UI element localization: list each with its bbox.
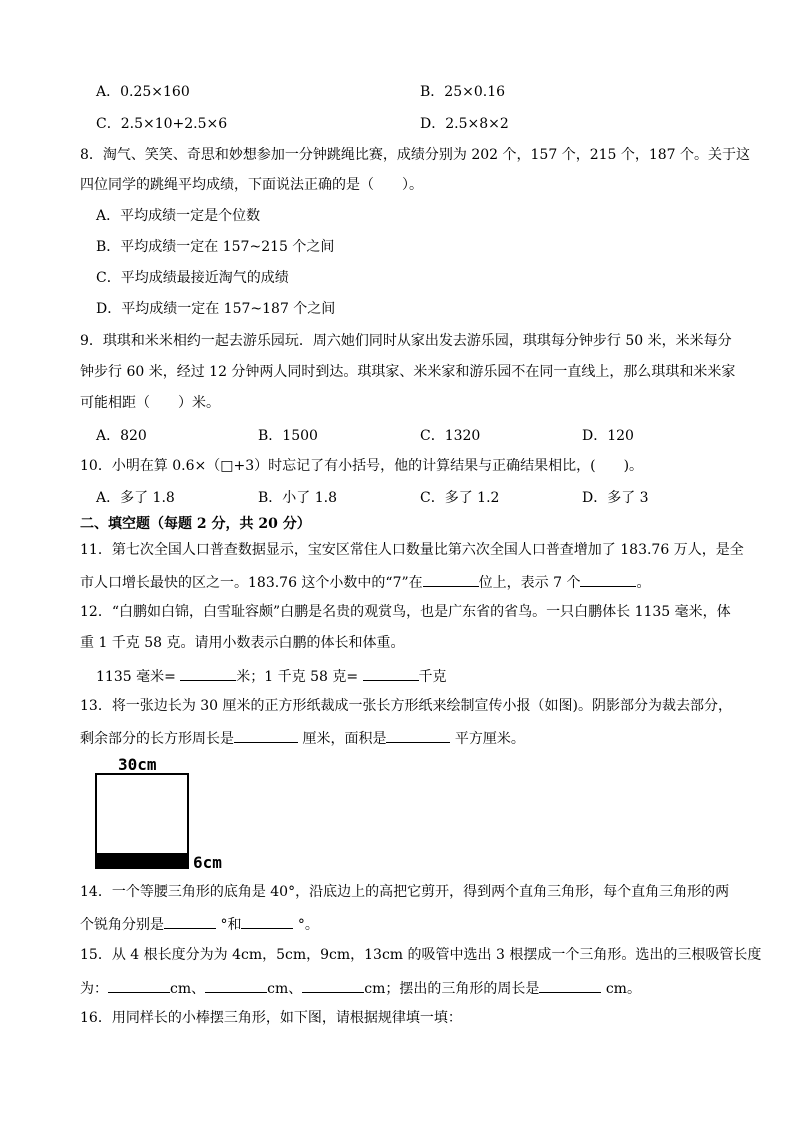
q10-option-c: C．多了 1.2 — [420, 490, 500, 506]
q15-blank-perimeter[interactable] — [539, 977, 601, 993]
figure-label-6cm: 6cm — [193, 853, 222, 872]
q12-stem-line1: 12．“白鹏如白锦，白雪耻容颇”白鹏是名贵的观赏鸟，也是广东省的省鸟。一只白鹏体长 1135 毫米，体 — [80, 604, 731, 620]
q14-stem-line1: 14．一个等腰三角形的底角是 40°，沿底边上的高把它剪开，得到两个直角三角形，每个直角三角形的两 — [80, 884, 730, 900]
q15-blank-length3[interactable] — [302, 977, 364, 993]
q12-blank-weight[interactable] — [363, 665, 419, 681]
q11-blank-place[interactable] — [423, 571, 479, 587]
q13-blank-area[interactable] — [386, 727, 450, 743]
q16-stem: 16．用同样长的小棒摆三角形，如下图，请根据规律填一填： — [80, 1010, 462, 1026]
q9-option-c: C．1320 — [420, 428, 481, 444]
q14-stem-line2: 个锐角分别是 °和 °。 — [80, 913, 319, 935]
q7-option-b: B．25×0.16 — [420, 84, 506, 100]
figure-label-30cm: 30cm — [118, 755, 157, 774]
q8-option-a: A．平均成绩一定是个位数 — [96, 208, 261, 224]
q7-option-d: D．2.5×8×2 — [420, 116, 509, 132]
q11-stem-line1: 11．第七次全国人口普查数据显示，宝安区常住人口数量比第六次全国人口普查增加了 183.76 万人，是全 — [80, 542, 744, 558]
q9-stem-line1: 9．琪琪和米米相约一起去游乐园玩．周六她们同时从家出发去游乐园，琪琪每分钟步行 50 米，米米每分 — [80, 333, 732, 349]
q15-stem-line1: 15．从 4 根长度分为为 4cm，5cm，9cm，13cm 的吸管中选出 3 根摆成一个三角形。选出的三根吸管长度 — [80, 947, 762, 963]
q15-blank-length2[interactable] — [205, 977, 267, 993]
q10-option-d: D．多了 3 — [582, 490, 649, 506]
q8-option-d: D．平均成绩一定在 157~187 个之间 — [96, 301, 336, 317]
q13-blank-perimeter[interactable] — [234, 727, 298, 743]
q11-stem-line2: 市人口增长最快的区之一。183.76 这个小数中的“7”在 位上，表示 7 个 。 — [80, 571, 650, 593]
square-paper — [95, 773, 189, 869]
q8-stem-line1: 8．淘气、笑笑、奇思和妙想参加一分钟跳绳比赛，成绩分别为 202 个，157 个，215 个，187 个。关于这 — [80, 147, 751, 163]
q9-option-d: D．120 — [582, 428, 634, 444]
q9-stem-line3: 可能相距（ ）米。 — [80, 395, 220, 411]
q12-blank-length[interactable] — [180, 665, 236, 681]
q10-option-a: A．多了 1.8 — [96, 490, 175, 506]
q9-option-a: A．820 — [96, 428, 147, 444]
q13-stem-line1: 13．将一张边长为 30 厘米的正方形纸裁成一张长方形纸来绘制宣传小报（如图)。阴影部分为裁去部分， — [80, 698, 732, 714]
q10-stem: 10．小明在算 0.6×（□+3）时忘记了有小括号，他的计算结果与正确结果相比，( )。 — [80, 458, 644, 474]
q8-stem-line2: 四位同学的跳绳平均成绩，下面说法正确的是（ ）。 — [80, 177, 423, 193]
q14-blank-angle1[interactable] — [164, 913, 216, 929]
q11-blank-unit[interactable] — [580, 571, 636, 587]
q13-stem-line2: 剩余部分的长方形周长是 厘米，面积是 平方厘米。 — [80, 727, 525, 749]
shaded-cut-strip — [97, 853, 187, 867]
q8-option-c: C．平均成绩最接近淘气的成绩 — [96, 270, 289, 286]
q7-option-a: A．0.25×160 — [96, 84, 190, 100]
q15-stem-line2: 为： cm、 cm、 cm；摆出的三角形的周长是 cm。 — [80, 977, 641, 999]
q9-option-b: B．1500 — [258, 428, 318, 444]
q15-blank-length1[interactable] — [108, 977, 170, 993]
q8-option-b: B．平均成绩一定在 157~215 个之间 — [96, 239, 335, 255]
q10-option-b: B．小了 1.8 — [258, 490, 338, 506]
q9-stem-line2: 钟步行 60 米，经过 12 分钟两人同时到达。琪琪家、米米家和游乐园不在同一直线上，那么琪琪和米米家 — [80, 364, 736, 380]
q14-blank-angle2[interactable] — [241, 913, 293, 929]
q7-option-c: C．2.5×10+2.5×6 — [96, 116, 228, 132]
q12-stem-line2: 重 1 千克 58 克。请用小数表示白鹏的体长和体重。 — [80, 635, 405, 651]
q12-answer-line: 1135 毫米= 米；1 千克 58 克= 千克 — [96, 665, 447, 687]
section-heading-fill-in: 二、填空题（每题 2 分，共 20 分） — [80, 516, 311, 532]
